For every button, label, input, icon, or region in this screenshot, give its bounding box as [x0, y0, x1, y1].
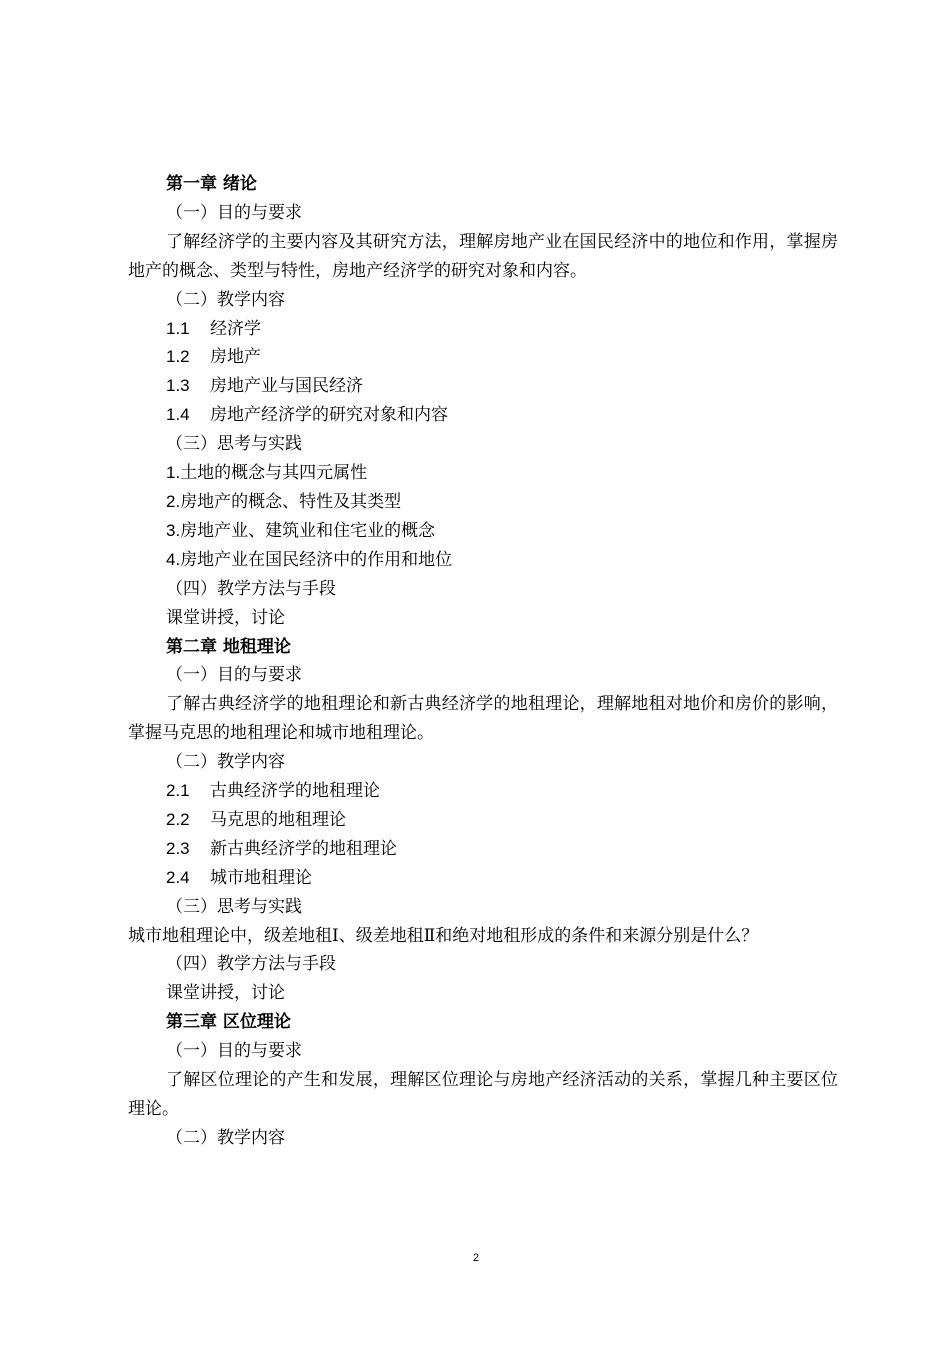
section-item: 2.3 新古典经济学的地租理论	[166, 838, 397, 859]
section-item: 2.1 古典经济学的地租理论	[166, 781, 380, 802]
page-number: 2	[472, 1252, 480, 1264]
chapter-2-title: 第二章 地租理论	[166, 636, 291, 657]
chapter-2-content-heading: （二）教学内容	[166, 752, 285, 773]
question-item: 2.房地产的概念、特性及其类型	[166, 491, 402, 512]
chapter-2-practice-text: 城市地租理论中，级差地租Ⅰ、级差地租Ⅱ和绝对地租形成的条件和来源分别是什么？	[128, 925, 759, 946]
chapter-1-practice-heading: （三）思考与实践	[166, 434, 302, 455]
section-item: 1.4 房地产经济学的研究对象和内容	[166, 405, 448, 426]
question-item: 1.土地的概念与其四元属性	[166, 463, 368, 484]
section-item: 2.2 马克思的地租理论	[166, 809, 346, 830]
section-item: 1.1 经济学	[166, 318, 261, 339]
chapter-1-title: 第一章 绪论	[166, 174, 257, 194]
page-content	[128, 170, 838, 1153]
chapter-1-method-text: 课堂讲授，讨论	[166, 607, 285, 628]
question-item: 3.房地产业、建筑业和住宅业的概念	[166, 520, 436, 541]
chapter-3-goal-heading: （一）目的与要求	[166, 1041, 302, 1062]
chapter-1-goal-heading: （一）目的与要求	[166, 202, 302, 223]
chapter-1-goal-text: 了解经济学的主要内容及其研究方法，理解房地产业在国民经济中的地位和作用，掌握房地产的概念、类型与特性，房地产经济学的研究对象和内容。	[128, 231, 838, 281]
chapter-1-method-heading: （四）教学方法与手段	[166, 578, 336, 599]
chapter-2-goal-text: 了解古典经济学的地租理论和新古典经济学的地租理论，理解地租对地价和房价的影响，掌握马克思的地租理论和城市地租理论。	[128, 694, 838, 744]
section-item: 1.3 房地产业与国民经济	[166, 376, 363, 397]
chapter-1-content-heading: （二）教学内容	[166, 289, 285, 310]
section-item: 1.2 房地产	[166, 347, 261, 368]
chapter-2-goal-heading: （一）目的与要求	[166, 665, 302, 686]
chapter-2-practice-heading: （三）思考与实践	[166, 896, 302, 917]
chapter-3-content-heading: （二）教学内容	[166, 1127, 285, 1148]
chapter-3-goal-text: 了解区位理论的产生和发展，理解区位理论与房地产经济活动的关系，掌握几种主要区位理论。	[128, 1070, 838, 1119]
chapter-2-method-text: 课堂讲授，讨论	[166, 983, 285, 1004]
section-item: 2.4 城市地租理论	[166, 867, 312, 888]
question-item: 4.房地产业在国民经济中的作用和地位	[166, 549, 453, 570]
chapter-3-title: 第三章 区位理论	[166, 1012, 291, 1033]
chapter-2-method-heading: （四）教学方法与手段	[166, 954, 336, 975]
